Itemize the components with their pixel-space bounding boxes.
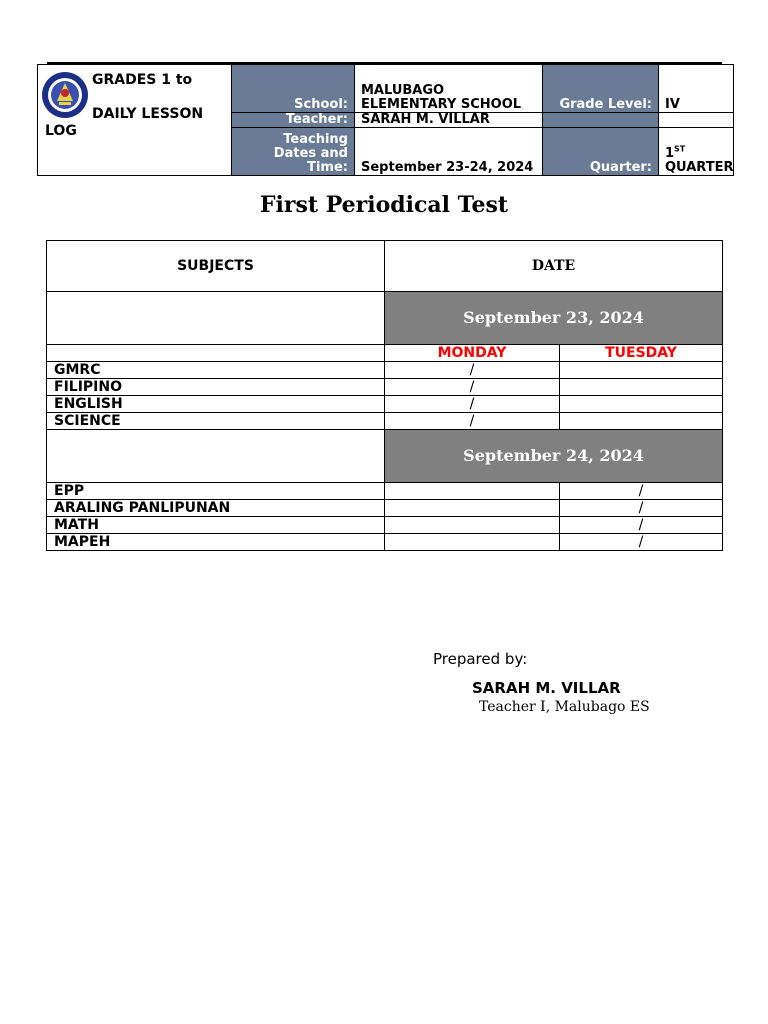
table-row — [47, 396, 723, 413]
date-band-2: September 24, 2024 — [385, 430, 723, 483]
tuesday-mark: / — [560, 517, 723, 534]
table-row — [47, 362, 723, 379]
preparer-position: Teacher I, Malubago ES — [479, 699, 650, 715]
monday-mark — [385, 517, 560, 534]
header-table — [37, 64, 734, 176]
monday-mark: / — [385, 379, 560, 396]
table-row — [47, 379, 723, 396]
subject-cell: SCIENCE — [47, 413, 385, 430]
tuesday-mark — [560, 362, 723, 379]
grade-level-value: IV — [659, 65, 734, 113]
title-line-2: DAILY LESSON — [92, 106, 204, 122]
title-cell — [38, 65, 232, 176]
subject-cell: FILIPINO — [47, 379, 385, 396]
monday-mark — [385, 483, 560, 500]
table-row — [47, 534, 723, 551]
table-row — [47, 517, 723, 534]
monday-mark: / — [385, 413, 560, 430]
subject-cell: ARALING PANLIPUNAN — [47, 500, 385, 517]
school-label: School: — [232, 65, 355, 113]
table-row — [47, 413, 723, 430]
page-title: First Periodical Test — [259, 192, 509, 218]
tuesday-mark: / — [560, 500, 723, 517]
blank-label-cell — [543, 113, 659, 128]
preparer-name: SARAH M. VILLAR — [472, 679, 621, 697]
day-tuesday: TUESDAY — [560, 345, 723, 362]
tuesday-mark: / — [560, 483, 723, 500]
date-header: DATE — [385, 241, 723, 292]
teacher-value: SARAH M. VILLAR — [355, 113, 543, 128]
test-schedule-table — [46, 240, 723, 551]
table-row — [47, 483, 723, 500]
subject-cell: EPP — [47, 483, 385, 500]
blank-value-cell — [659, 113, 734, 128]
blank-subject-cell — [47, 430, 385, 483]
grade-level-label: Grade Level: — [543, 65, 659, 113]
tuesday-mark: / — [560, 534, 723, 551]
quarter-number: 1 — [665, 146, 675, 161]
tuesday-mark — [560, 413, 723, 430]
monday-mark — [385, 500, 560, 517]
quarter-word: QUARTER — [665, 160, 734, 175]
monday-mark: / — [385, 396, 560, 413]
deped-seal-icon — [41, 71, 89, 119]
subject-cell: MATH — [47, 517, 385, 534]
teacher-label: Teacher: — [232, 113, 355, 128]
school-value: MALUBAGO ELEMENTARY SCHOOL — [355, 65, 543, 113]
day-monday: MONDAY — [385, 345, 560, 362]
quarter-value — [659, 128, 734, 176]
subject-cell: MAPEH — [47, 534, 385, 551]
date-band-1: September 23, 2024 — [385, 292, 723, 345]
tuesday-mark — [560, 396, 723, 413]
title-line-1: GRADES 1 to — [92, 72, 193, 88]
subject-cell: GMRC — [47, 362, 385, 379]
quarter-label: Quarter: — [543, 128, 659, 176]
blank-cell — [47, 345, 385, 362]
subjects-header: SUBJECTS — [47, 241, 385, 292]
teaching-dates-label: Teaching Dates and Time: — [232, 128, 355, 176]
monday-mark: / — [385, 362, 560, 379]
subject-cell: ENGLISH — [47, 396, 385, 413]
table-row — [47, 500, 723, 517]
teaching-dates-value: September 23-24, 2024 — [355, 128, 543, 176]
title-line-3: LOG — [45, 123, 77, 139]
blank-subject-cell — [47, 292, 385, 345]
prepared-by-label: Prepared by: — [433, 650, 528, 668]
monday-mark — [385, 534, 560, 551]
quarter-suffix: ST — [674, 144, 686, 154]
tuesday-mark — [560, 379, 723, 396]
